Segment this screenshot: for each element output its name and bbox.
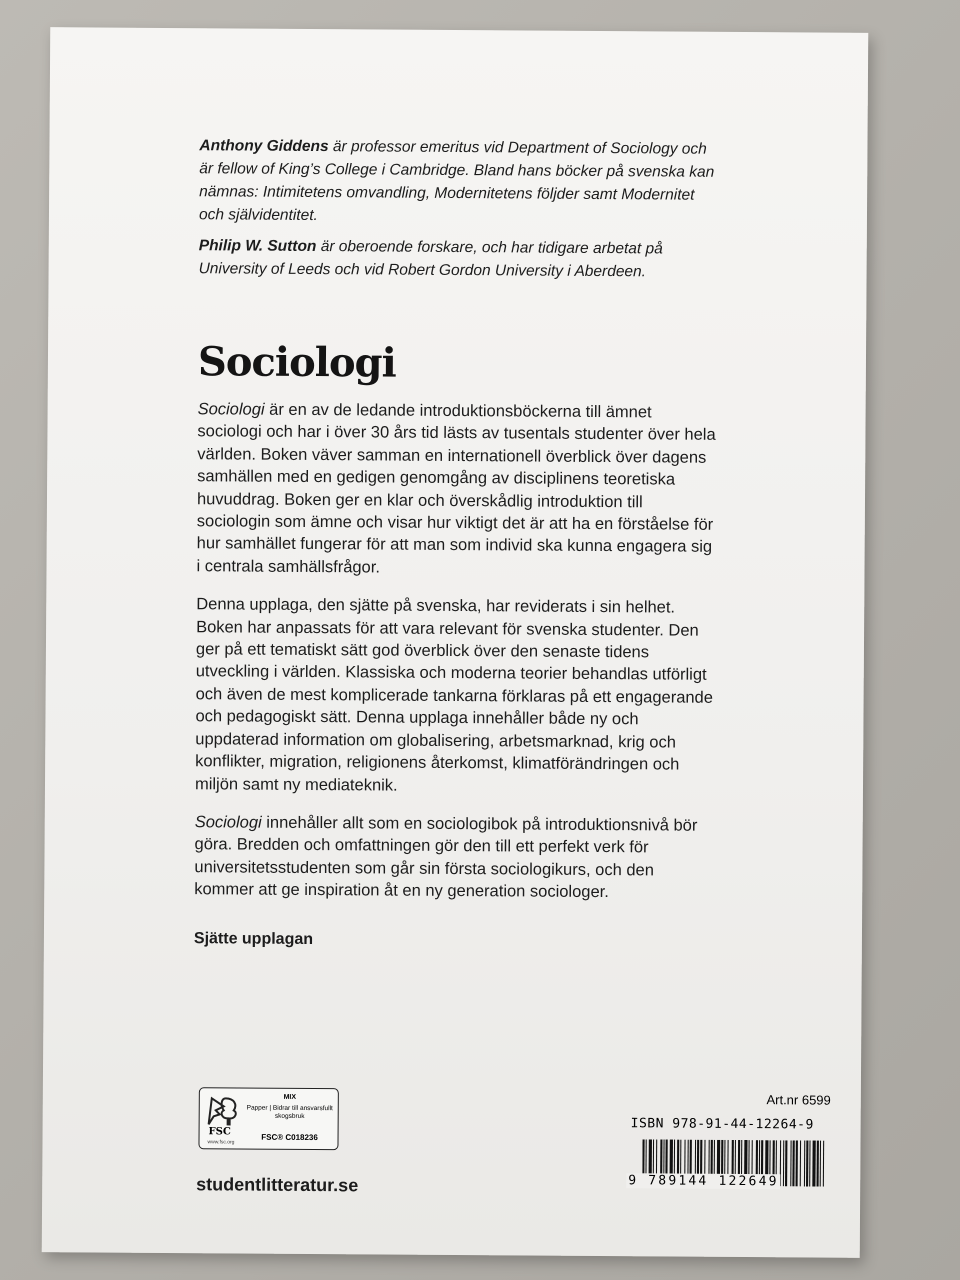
barcode-bar [804, 1140, 805, 1186]
paragraph-1-text: är en av de ledande introduktionsböckerna till ämnet sociologi och har i över 30 års tid lästs av tusentals studenter över hela världen. Boken väver samman en internationell överblick över dagens samhällen med en gedigen genomgång av disciplinens teoretiska huvuddrag. Boken ger en klar och överskådlig introduktion till sociologin som ämne och visar hur viktigt det är att ha en förståelse för hur samhället fungerar för att man som individ ska kunna engagera sig i centrala samhällsfrågor. [196, 400, 716, 577]
barcode-bar [817, 1141, 819, 1187]
fsc-label [198, 1087, 338, 1150]
barcode-bar [820, 1141, 821, 1187]
description-paragraph-3 [194, 811, 715, 904]
barcode-bar [823, 1141, 824, 1187]
sutton-name: Philip W. Sutton [198, 237, 317, 256]
isbn: ISBN 978-91-44-12264-9 [630, 1116, 814, 1133]
fsc-code: FSC® C018236 [261, 1132, 318, 1143]
fsc-web: www.fsc.org [207, 1139, 235, 1146]
fsc-logo-text: FSC [208, 1126, 231, 1138]
fsc-mix: MIX [283, 1093, 297, 1101]
fsc-description: Papper | Bidrar till ansvarsfullt skogsbruk [246, 1104, 333, 1120]
giddens-bio-text: är professor emeritus vid Department of Sociology och är fellow of King’s College i Cambridge. Bland hans böcker på svenska kan nämnas: Intimitetens omvandling, Modernitetens följder samt Modernitet och självidentitet. [198, 138, 715, 225]
barcode-digits: 9 789144 122649 [628, 1173, 779, 1190]
barcode-bar [809, 1140, 810, 1186]
author-bios [198, 134, 719, 292]
sutton-bio [199, 234, 719, 284]
barcode-bar [785, 1140, 787, 1186]
giddens-name: Anthony Giddens [199, 137, 329, 156]
publisher-website: studentlitteratur.se [196, 1174, 359, 1196]
book-description [194, 398, 718, 920]
title-italic: Sociologi [197, 400, 265, 419]
title-italic: Sociologi [194, 813, 262, 832]
barcode-bar [812, 1141, 815, 1187]
barcode-bar [806, 1140, 808, 1186]
barcode-bar [796, 1140, 798, 1186]
paragraph-3-text: innehåller allt som en sociologibok på introduktionsnivå bör göra. Bredden och omfattningen gör den till ett perfekt verk för universitetsstudenten som går sin första sociologikurs, och den kommer att ge inspiration åt en ny generation sociologer. [194, 813, 698, 902]
book-title: Sociologi [197, 338, 396, 387]
description-paragraph-2: Denna upplaga, den sjätte på svenska, har reviderats i sin helhet. Boken har anpassats för att vara relevant för svenska studenter. Den ger på ett tematiskt sätt god överblick över den senaste tidens utveckling i världen. Klassiska och moderna teorier behandlas utförligt och även de mest komplicerade tankarna förklaras på ett engagerande och pedagogiskt sätt. Denna upplaga innehåller både ny och uppdaterad information om globalisering, arbetsmarknad, krig och konflikter, migration, religionens återkomst, klimatförändringen och miljön samt ny mediateknik. [194, 595, 714, 795]
description-paragraph-1 [196, 398, 717, 581]
barcode-bar [790, 1140, 791, 1186]
barcode-bar [800, 1140, 801, 1186]
sutton-bio-text: är oberoende forskare, och har tidigare arbetat på University of Leeds och vid Robert Gordon University i Aberdeen. [198, 238, 663, 281]
book-back-cover [42, 27, 869, 1258]
article-number: Art.nr 6599 [766, 1092, 831, 1108]
barcode-bar [783, 1140, 784, 1186]
giddens-bio [199, 134, 720, 230]
fsc-tree-icon [206, 1094, 242, 1128]
barcode-bar [792, 1140, 794, 1186]
edition-label: Sjätte upplagan [193, 930, 314, 949]
